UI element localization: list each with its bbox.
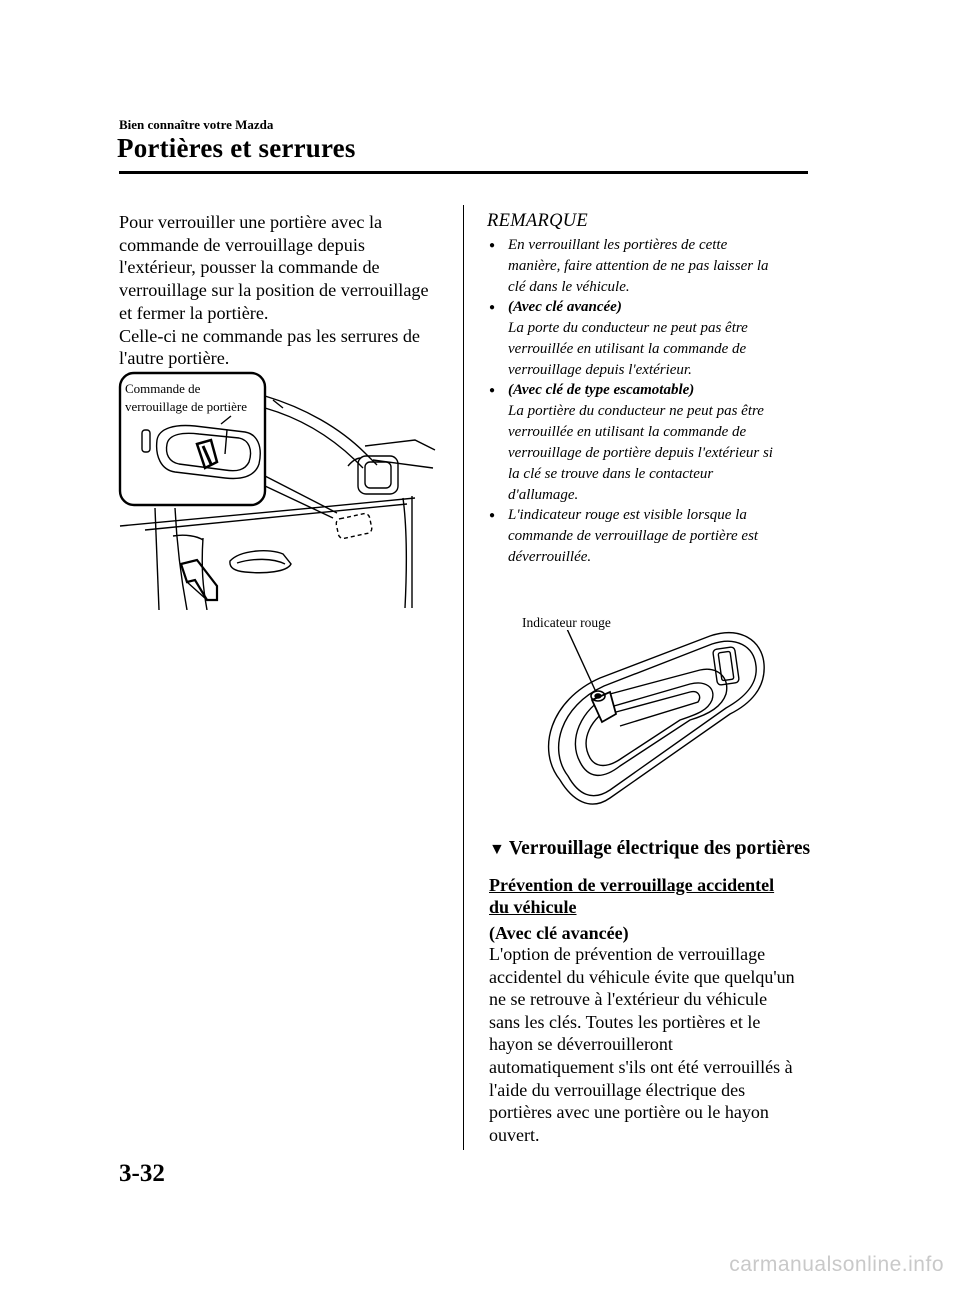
sub-heading: [489, 874, 774, 918]
section-label: Bien connaître votre Mazda: [119, 117, 274, 132]
section-heading: [489, 838, 810, 860]
note-line: La portière du conducteur ne peut pas être: [508, 403, 764, 419]
page-title: Portières et serrures: [117, 133, 356, 163]
sub-heading-line: du véhicule: [489, 897, 577, 917]
note-item: [489, 505, 819, 568]
paragraph-line: L'option de prévention de verrouillage: [489, 944, 766, 964]
note-item: [489, 235, 819, 298]
triangle-down-icon: ▼: [489, 841, 505, 858]
note-line: En verrouillant les portières de cette: [508, 237, 728, 253]
paragraph-line: ouvert.: [489, 1124, 540, 1145]
note-line: verrouillée en utilisant la commande de: [508, 341, 747, 357]
note-item: [489, 380, 819, 506]
bullet-icon: ●: [489, 385, 496, 396]
paragraph-line: commande de verrouillage depuis: [119, 234, 365, 255]
page-number: 3-32: [119, 1160, 165, 1187]
paragraph-line: accidentel du véhicule évite que quelqu'un: [489, 966, 795, 987]
note-line: verrouillée en utilisant la commande de: [508, 424, 747, 440]
bullet-icon: ●: [489, 510, 496, 521]
column-divider: [463, 205, 464, 1150]
watermark: carmanualsonline.info: [729, 1253, 944, 1276]
note-line: clé dans le véhicule.: [508, 279, 630, 295]
bullet-icon: ●: [489, 240, 496, 251]
paragraph-line: automatiquement s'ils ont été verrouillés à: [489, 1056, 793, 1077]
note-line: la clé se trouve dans le contacteur: [508, 466, 714, 482]
note-line: manière, faire attention de ne pas laisser la: [508, 258, 769, 274]
paragraph-line: l'autre portière.: [119, 348, 230, 369]
note-line: verrouillage de portière depuis l'extérieur si: [508, 445, 773, 461]
note-qualifier: (Avec clé de type escamotable): [508, 382, 695, 398]
right-paragraph: [489, 943, 795, 1146]
smart-key-heading: (Avec clé avancée): [489, 923, 629, 943]
paragraph-line: Pour verrouiller une portière avec la: [119, 212, 383, 232]
note-item: [489, 297, 819, 381]
figure2-label: Indicateur rouge: [522, 615, 611, 630]
label-line: Commande de: [125, 381, 201, 396]
note-line: commande de verrouillage de portière est: [508, 528, 759, 544]
left-paragraph: [119, 211, 459, 370]
paragraph-line: hayon se déverrouilleront: [489, 1034, 673, 1055]
paragraph-line: Celle-ci ne commande pas les serrures de: [119, 325, 420, 346]
label-line: verrouillage de portière: [125, 399, 247, 414]
paragraph-line: verrouillage sur la position de verrouillage: [119, 280, 429, 301]
paragraph-line: portières avec une portière ou le hayon: [489, 1102, 769, 1123]
note-qualifier: (Avec clé avancée): [508, 299, 622, 315]
note-line: La porte du conducteur ne peut pas être: [508, 320, 748, 336]
figure1-label: [125, 380, 247, 416]
paragraph-line: ne se retrouve à l'extérieur du véhicule: [489, 989, 768, 1010]
note-title: REMARQUE: [487, 211, 589, 231]
note-line: verrouillage depuis l'extérieur.: [508, 362, 692, 378]
paragraph-line: et fermer la portière.: [119, 302, 269, 323]
heading-text: Verrouillage électrique des portières: [508, 838, 811, 859]
note-line: L'indicateur rouge est visible lorsque la: [508, 507, 747, 523]
paragraph-line: sans les clés. Toutes les portières et le: [489, 1011, 761, 1032]
note-line: d'allumage.: [508, 487, 579, 503]
title-rule: [119, 171, 808, 174]
paragraph-line: l'aide du verrouillage électrique des: [489, 1079, 746, 1100]
bullet-icon: ●: [489, 302, 496, 313]
note-line: déverrouillée.: [508, 549, 592, 565]
red-indicator-illustration: [540, 630, 780, 820]
paragraph-line: l'extérieur, pousser la commande de: [119, 257, 380, 278]
sub-heading-line: Prévention de verrouillage accidentel: [489, 875, 775, 895]
